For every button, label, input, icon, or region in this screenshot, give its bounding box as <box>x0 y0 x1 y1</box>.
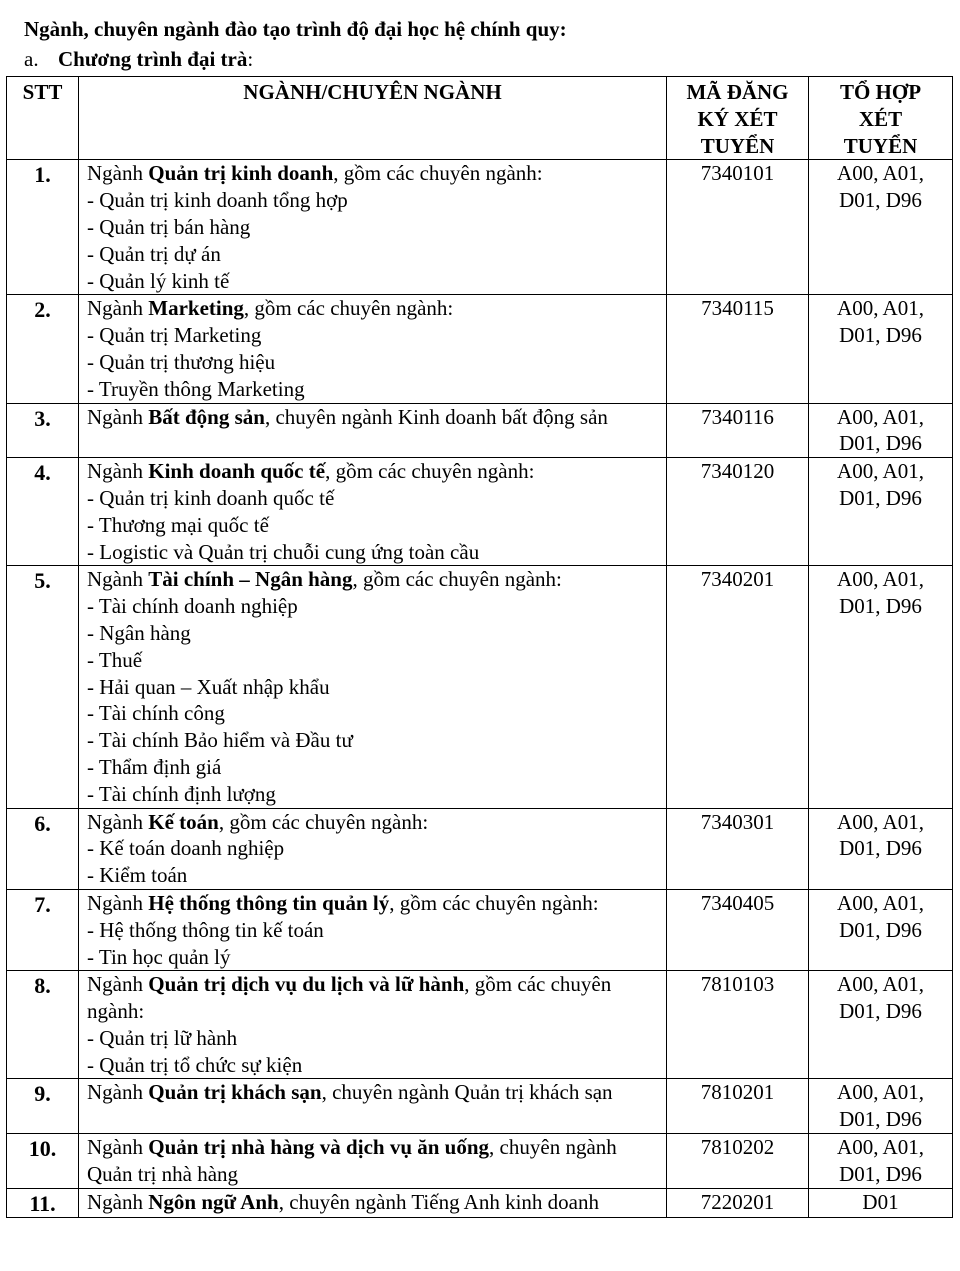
specialization-item: - Quản trị bán hàng <box>87 214 251 239</box>
row-combo: A00, A01, D01, D96 <box>809 889 953 970</box>
row-major <box>79 971 667 1079</box>
table-body <box>7 160 953 1218</box>
major-title-line <box>87 809 662 836</box>
specialization-item: - Tài chính Bảo hiểm và Đầu tư <box>87 728 353 753</box>
table-row <box>7 1079 953 1134</box>
row-stt: 10. <box>7 1134 79 1189</box>
major-name: Bất động sản <box>148 404 265 429</box>
major-prefix: Ngành <box>87 1080 149 1105</box>
table-row <box>7 160 953 295</box>
major-suffix: , gồm các chuyên ngành: <box>325 459 535 484</box>
subsection-prefix: a. <box>24 47 39 71</box>
major-prefix: Ngành <box>87 972 149 997</box>
specialization-item: - Quản trị dự án <box>87 241 221 266</box>
row-combo: A00, A01, D01, D96 <box>809 1079 953 1134</box>
major-prefix: Ngành <box>87 296 149 321</box>
specialization-item: - Truyền thông Marketing <box>87 376 305 401</box>
row-code: 7340116 <box>667 403 809 458</box>
row-stt: 6. <box>7 808 79 889</box>
major-title-line <box>87 295 662 322</box>
row-combo: A00, A01, D01, D96 <box>809 295 953 403</box>
section-heading: Ngành, chuyên ngành đào tạo trình độ đại học hệ chính quy: <box>24 17 567 41</box>
major-prefix: Ngành <box>87 1189 149 1214</box>
major-title-line <box>87 160 662 187</box>
specialization-item: - Ngân hàng <box>87 620 191 645</box>
major-name: Quản trị khách sạn <box>148 1080 322 1105</box>
table-header-row <box>7 77 953 160</box>
row-code: 7340101 <box>667 160 809 295</box>
major-name: Kế toán <box>148 809 219 834</box>
specialization-item: - Thương mại quốc tế <box>87 512 269 537</box>
major-name: Quản trị nhà hàng và dịch vụ ăn uống <box>148 1135 490 1160</box>
row-stt: 4. <box>7 458 79 566</box>
major-prefix: Ngành <box>87 459 149 484</box>
specialization-item: - Tài chính định lượng <box>87 781 276 806</box>
major-prefix: Ngành <box>87 161 149 186</box>
row-combo: A00, A01, D01, D96 <box>809 160 953 295</box>
row-stt: 1. <box>7 160 79 295</box>
major-prefix: Ngành <box>87 404 149 429</box>
row-combo: A00, A01, D01, D96 <box>809 808 953 889</box>
specialization-item: - Quản trị lữ hành <box>87 1025 238 1050</box>
header-code: MÃ ĐĂNG KÝ XÉT TUYỂN <box>667 77 809 160</box>
row-stt: 2. <box>7 295 79 403</box>
major-suffix: , gồm các chuyên ngành: <box>333 161 543 186</box>
major-name: Hệ thống thông tin quản lý <box>148 890 390 915</box>
row-major <box>79 1079 667 1134</box>
major-name: Tài chính – Ngân hàng <box>148 567 353 592</box>
specialization-item: - Kiểm toán <box>87 863 188 888</box>
specialization-item: - Thuế <box>87 647 143 672</box>
table-row <box>7 403 953 458</box>
major-suffix: , chuyên ngành Tiếng Anh kinh doanh <box>278 1189 599 1214</box>
major-prefix: Ngành <box>87 1135 149 1160</box>
row-major <box>79 458 667 566</box>
major-title-line <box>87 1079 662 1106</box>
major-suffix: , gồm các chuyên ngành: <box>87 972 612 1024</box>
row-combo: A00, A01, D01, D96 <box>809 566 953 808</box>
row-code: 7220201 <box>667 1188 809 1218</box>
major-suffix: , gồm các chuyên ngành: <box>243 296 454 321</box>
table-row <box>7 808 953 889</box>
specialization-item: - Quản trị kinh doanh quốc tế <box>87 485 335 510</box>
table-row <box>7 1134 953 1189</box>
specialization-item: - Quản trị kinh doanh tổng hợp <box>87 188 348 213</box>
header-combo: TỔ HỢP XÉT TUYỂN <box>809 77 953 160</box>
row-code: 7340120 <box>667 458 809 566</box>
major-title-line <box>87 404 662 431</box>
row-major <box>79 808 667 889</box>
major-name: Marketing <box>148 296 244 321</box>
row-major <box>79 1188 667 1218</box>
major-prefix: Ngành <box>87 567 149 592</box>
major-title-line <box>87 1189 662 1216</box>
specialization-item: - Quản trị tổ chức sự kiện <box>87 1052 303 1077</box>
row-stt: 7. <box>7 889 79 970</box>
table-row <box>7 971 953 1079</box>
major-title-line <box>87 1134 662 1188</box>
subsection-colon: : <box>247 47 254 71</box>
major-suffix: , gồm các chuyên ngành: <box>218 809 429 834</box>
major-title-line <box>87 890 662 917</box>
row-code: 7340301 <box>667 808 809 889</box>
row-stt: 11. <box>7 1188 79 1218</box>
table-row <box>7 458 953 566</box>
major-title-line <box>87 971 662 1025</box>
row-stt: 8. <box>7 971 79 1079</box>
subsection-title: Chương trình đại trà <box>58 47 248 71</box>
row-code: 7810103 <box>667 971 809 1079</box>
major-suffix: , chuyên ngành Kinh doanh bất động sản <box>264 404 608 429</box>
row-combo: A00, A01, D01, D96 <box>809 403 953 458</box>
row-stt: 9. <box>7 1079 79 1134</box>
row-combo: A00, A01, D01, D96 <box>809 458 953 566</box>
row-major <box>79 160 667 295</box>
header-stt: STT <box>7 77 79 160</box>
row-major <box>79 889 667 970</box>
major-title-line <box>87 566 662 593</box>
major-name: Ngôn ngữ Anh <box>148 1189 279 1214</box>
major-prefix: Ngành <box>87 809 149 834</box>
row-code: 7810202 <box>667 1134 809 1189</box>
major-suffix: , gồm các chuyên ngành: <box>352 567 562 592</box>
major-name: Quản trị kinh doanh <box>148 161 334 186</box>
row-major <box>79 403 667 458</box>
specialization-item: - Kế toán doanh nghiệp <box>87 836 285 861</box>
row-major <box>79 1134 667 1189</box>
row-major <box>79 566 667 808</box>
table-row <box>7 1188 953 1218</box>
row-code: 7340201 <box>667 566 809 808</box>
specialization-item: - Logistic và Quản trị chuỗi cung ứng toàn cầu <box>87 539 480 564</box>
subsection-heading <box>24 46 253 72</box>
major-suffix: , gồm các chuyên ngành: <box>389 890 599 915</box>
row-stt: 3. <box>7 403 79 458</box>
table-row <box>7 889 953 970</box>
row-combo: D01 <box>809 1188 953 1218</box>
specialization-item: - Hệ thống thông tin kế toán <box>87 917 324 942</box>
major-suffix: , chuyên ngành Quản trị khách sạn <box>321 1080 613 1105</box>
specialization-item: - Tài chính công <box>87 701 225 726</box>
header-major: NGÀNH/CHUYÊN NGÀNH <box>79 77 667 160</box>
row-code: 7340405 <box>667 889 809 970</box>
specialization-item: - Tài chính doanh nghiệp <box>87 594 298 619</box>
major-name: Quản trị dịch vụ du lịch và lữ hành <box>148 972 465 997</box>
major-name: Kinh doanh quốc tế <box>148 459 326 484</box>
major-prefix: Ngành <box>87 890 149 915</box>
specialization-item: - Tin học quản lý <box>87 944 231 969</box>
specialization-item: - Hải quan – Xuất nhập khẩu <box>87 674 330 699</box>
table-row <box>7 295 953 403</box>
row-combo: A00, A01, D01, D96 <box>809 971 953 1079</box>
row-major <box>79 295 667 403</box>
major-title-line <box>87 458 662 485</box>
row-combo: A00, A01, D01, D96 <box>809 1134 953 1189</box>
row-stt: 5. <box>7 566 79 808</box>
specialization-item: - Quản lý kinh tế <box>87 268 230 293</box>
table-row <box>7 566 953 808</box>
majors-table <box>6 76 953 1218</box>
specialization-item: - Quản trị thương hiệu <box>87 349 276 374</box>
row-code: 7810201 <box>667 1079 809 1134</box>
major-suffix: , chuyên ngành Quản trị nhà hàng <box>87 1135 617 1186</box>
row-code: 7340115 <box>667 295 809 403</box>
specialization-item: - Thẩm định giá <box>87 754 222 779</box>
specialization-item: - Quản trị Marketing <box>87 323 262 348</box>
